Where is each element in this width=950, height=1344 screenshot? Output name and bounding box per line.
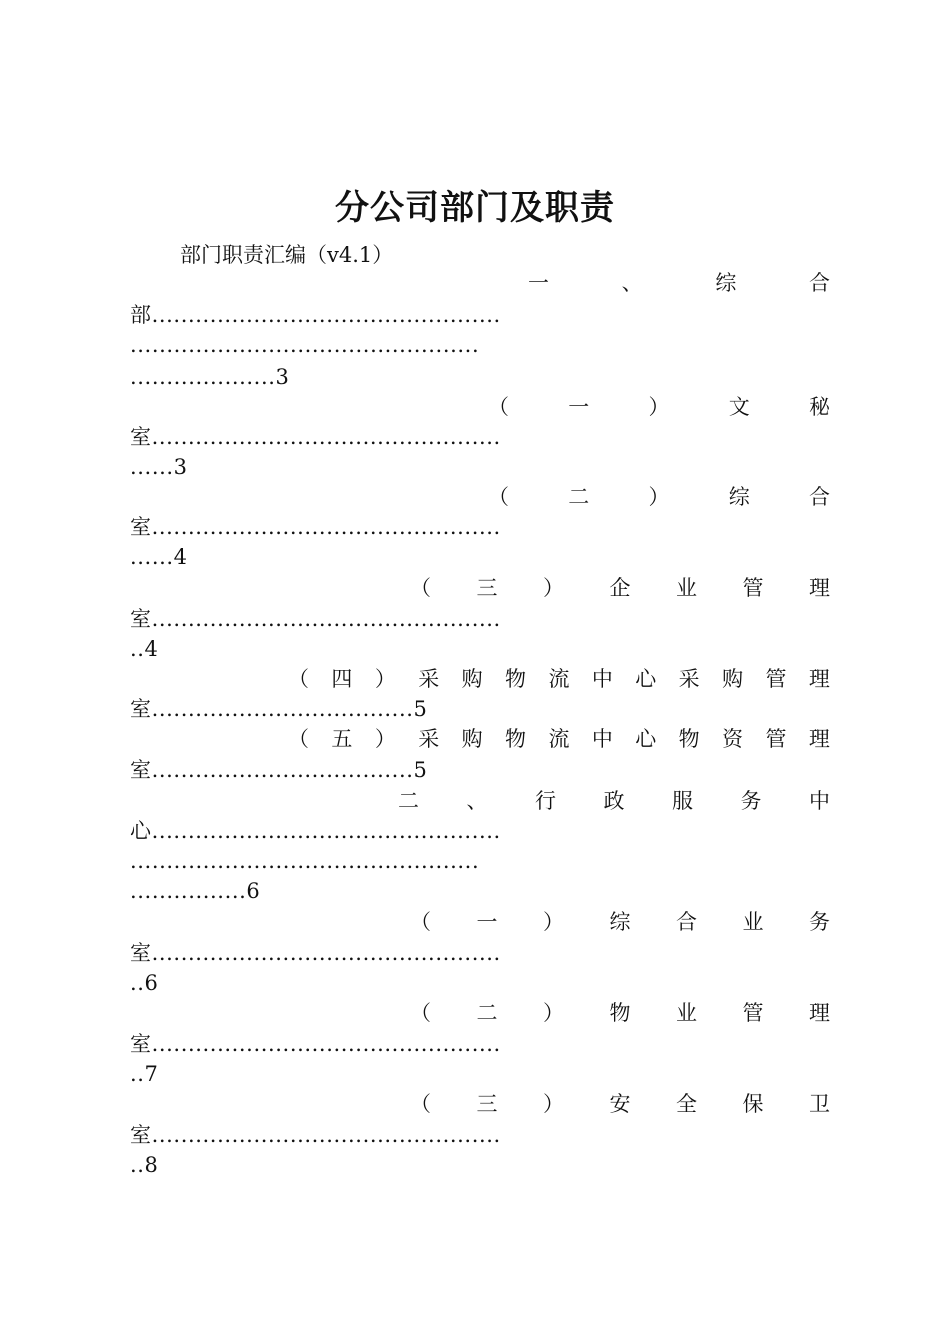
toc-heading-char: 一 [476, 910, 498, 934]
toc-leader-line: 室................................................ [130, 1032, 501, 1056]
toc-heading-char: （ [288, 727, 309, 751]
toc-heading-char: 业 [742, 910, 764, 934]
toc-leader-line: ................................................ [130, 849, 480, 873]
toc-leader-line: 室................................................ [130, 515, 501, 539]
document-subtitle: 部门职责汇编（v4.1） [180, 243, 394, 267]
toc-leader-line: 室....................................5 [130, 758, 428, 782]
toc-heading [130, 268, 830, 298]
toc-leader-line: ......4 [130, 545, 188, 569]
toc-heading-char: （ [488, 395, 509, 419]
toc-heading-char: 五 [331, 727, 353, 751]
toc-heading-char: 务 [740, 789, 762, 813]
toc-heading [130, 573, 830, 603]
toc-heading-char: ） [374, 727, 396, 751]
toc-heading-char: 中 [591, 727, 613, 751]
toc-heading-char: 物 [505, 667, 527, 691]
toc-heading-char: 流 [548, 667, 570, 691]
toc-leader-line: 部................................................ [130, 303, 501, 327]
toc-heading-char: （ [410, 1092, 431, 1116]
toc-heading [130, 907, 830, 937]
toc-heading-char: 三 [476, 576, 498, 600]
toc-heading-char: 全 [676, 1092, 697, 1116]
toc-heading [130, 724, 830, 754]
toc-heading-char: 文 [728, 395, 750, 419]
toc-heading-char: 业 [676, 576, 697, 600]
toc-heading-char: 综 [728, 485, 750, 509]
toc-heading-char: 安 [609, 1092, 631, 1116]
toc-heading-char: 一 [568, 395, 590, 419]
toc-heading-char: （ [410, 576, 431, 600]
toc-heading-char: 采 [678, 667, 700, 691]
toc-heading-char: 秘 [809, 395, 830, 419]
toc-heading-char: 中 [591, 667, 613, 691]
toc-heading-char: 政 [603, 789, 625, 813]
toc-heading-char: 合 [808, 271, 830, 295]
toc-heading-char: 企 [609, 576, 631, 600]
toc-heading-char: 二 [398, 789, 419, 813]
toc-heading-char: 二 [476, 1001, 498, 1025]
toc-leader-line: 室................................................ [130, 941, 501, 965]
toc-heading-char: 理 [808, 727, 830, 751]
toc-heading-char: 中 [809, 789, 830, 813]
toc-heading-char: 物 [505, 727, 527, 751]
toc-leader-line: 心................................................ [130, 819, 501, 843]
toc-heading-char: 理 [809, 1001, 830, 1025]
toc-heading-char: 业 [676, 1001, 697, 1025]
toc-leader-line: 室................................................ [130, 1123, 501, 1147]
toc-leader-line: ..8 [130, 1153, 159, 1177]
toc-heading-char: 合 [809, 485, 830, 509]
toc-leader-line: 室................................................ [130, 425, 501, 449]
toc-heading-char: 物 [609, 1001, 631, 1025]
toc-leader-line: ..4 [130, 637, 159, 661]
toc-heading-char: 合 [676, 910, 697, 934]
toc-heading-char: （ [488, 485, 509, 509]
toc-heading [130, 998, 830, 1028]
toc-heading-char: 购 [461, 667, 483, 691]
toc-leader-line: ..7 [130, 1062, 159, 1086]
toc-heading-char: 心 [635, 727, 657, 751]
toc-heading-char: （ [288, 667, 309, 691]
toc-heading [130, 482, 830, 512]
toc-heading-char: 采 [418, 727, 440, 751]
toc-heading-char: ） [648, 485, 670, 509]
toc-heading-char: （ [410, 1001, 431, 1025]
toc-heading-char: 服 [672, 789, 693, 813]
toc-heading-char: 管 [742, 576, 764, 600]
toc-heading-char: 保 [742, 1092, 764, 1116]
toc-heading-char: ） [374, 667, 396, 691]
toc-heading [130, 392, 830, 422]
toc-heading-char: 管 [742, 1001, 764, 1025]
toc-heading-char: 物 [678, 727, 700, 751]
toc-heading-char: 购 [461, 727, 483, 751]
toc-heading-char: 四 [331, 667, 353, 691]
toc-heading-char: ） [543, 1092, 564, 1116]
toc-heading-char: 行 [535, 789, 556, 813]
toc-heading-char: 管 [765, 667, 787, 691]
toc-heading-char: （ [410, 910, 431, 934]
toc-leader-line: ......3 [130, 455, 188, 479]
toc-heading-char: 理 [808, 667, 830, 691]
toc-leader-line: 室....................................5 [130, 697, 428, 721]
toc-heading-char: 三 [476, 1092, 498, 1116]
toc-heading-char: ） [543, 576, 564, 600]
toc-heading-char: 一 [528, 271, 549, 295]
toc-leader-line: ..6 [130, 971, 159, 995]
toc-heading-char: 、 [621, 271, 643, 295]
toc-heading-char: 卫 [809, 1092, 830, 1116]
toc-heading [130, 664, 830, 694]
toc-heading-char: ） [543, 910, 564, 934]
toc-heading-char: 理 [809, 576, 830, 600]
toc-heading-char: 购 [722, 667, 744, 691]
toc-heading-char: 二 [568, 485, 590, 509]
document-title: 分公司部门及职责 [335, 188, 615, 228]
toc-heading-char: 综 [715, 271, 737, 295]
toc-heading-char: ） [543, 1001, 564, 1025]
toc-heading-char: ） [648, 395, 670, 419]
toc-leader-line: 室................................................ [130, 607, 501, 631]
toc-heading-char: 务 [809, 910, 830, 934]
toc-heading-char: 心 [635, 667, 657, 691]
toc-heading-char: 流 [548, 727, 570, 751]
toc-heading-char: 采 [418, 667, 440, 691]
toc-heading [130, 786, 830, 816]
toc-leader-line: ....................3 [130, 365, 290, 389]
toc-leader-line: ................................................ [130, 333, 480, 357]
toc-heading [130, 1089, 830, 1119]
toc-heading-char: 综 [609, 910, 631, 934]
toc-leader-line: ................6 [130, 879, 261, 903]
toc-heading-char: 、 [466, 789, 488, 813]
toc-heading-char: 管 [765, 727, 787, 751]
toc-heading-char: 资 [722, 727, 744, 751]
